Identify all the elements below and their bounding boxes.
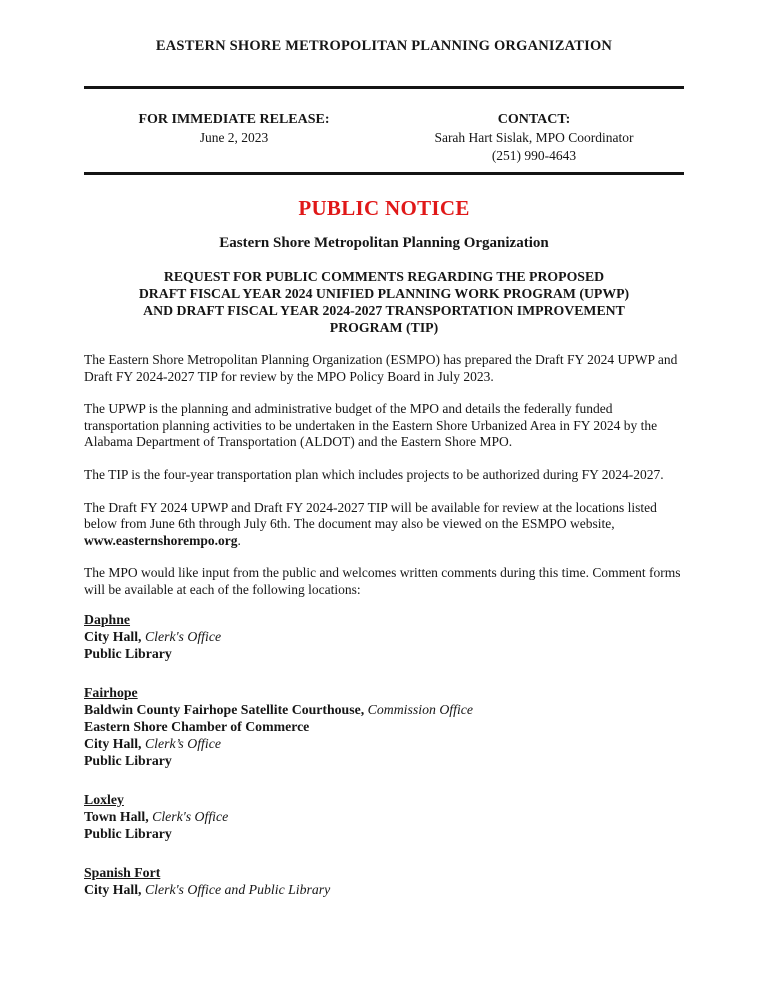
availability-period: . [237,532,241,548]
org-subtitle: Eastern Shore Metropolitan Planning Organization [219,235,549,251]
location-section-fairhope [84,684,684,769]
divider-top [84,86,684,89]
location-entry: Town Hall, Clerk's Office [84,808,229,824]
location-entry: Public Library [84,645,172,661]
paragraph-tip: The TIP is the four-year transportation plan which includes projects to be authorized during FY 2024-2027. [84,466,664,482]
location-section-loxley [84,791,684,842]
location-entry: City Hall, Clerk’s Office [84,735,221,751]
request-heading [84,268,684,336]
release-date: June 2, 2023 [199,130,269,145]
notice-title: PUBLIC NOTICE [298,196,470,220]
location-section-spanish-fort [84,864,684,898]
org-title: EASTERN SHORE METROPOLITAN PLANNING ORGANIZATION [155,38,613,54]
request-heading-line: AND DRAFT FISCAL YEAR 2024-2027 TRANSPORTATION IMPROVEMENT [143,303,625,318]
location-city: Daphne [84,611,131,627]
release-contact-row [84,111,684,165]
location-entry: Baldwin County Fairhope Satellite Courthouse, Commission Office [84,701,474,717]
contact-phone: (251) 990-4643 [491,148,577,163]
request-heading-line: REQUEST FOR PUBLIC COMMENTS REGARDING THE PROPOSED [163,269,605,284]
release-label: FOR IMMEDIATE RELEASE: [138,112,330,127]
divider-bottom [84,172,684,175]
request-heading-line: PROGRAM (TIP) [329,320,439,335]
location-entry: City Hall, Clerk's Office [84,628,222,644]
location-city: Fairhope [84,684,138,700]
contact-name: Sarah Hart Sislak, MPO Coordinator [434,130,634,145]
location-entry: Public Library [84,752,172,768]
location-entry: Public Library [84,825,172,841]
availability-text: The Draft FY 2024 UPWP and Draft FY 2024-2027 TIP will be available for review at the locations listed below from June 6th through July 6th. The document may also be viewed on the ESMPO website, [84,499,657,532]
paragraph-upwp: The UPWP is the planning and administrative budget of the MPO and details the federally funded transportation planning activities to be undertaken in the Eastern Shore Urbanized Area in FY 2024 by the Alabama Department of Transportation (ALDOT) and the Eastern Shore MPO. [84,401,658,450]
request-heading-line: DRAFT FISCAL YEAR 2024 UNIFIED PLANNING WORK PROGRAM (UPWP) [138,286,630,301]
website-text: www.easternshorempo.org [84,532,238,548]
contact-label: CONTACT: [497,112,571,127]
location-city: Spanish Fort [84,864,161,880]
paragraph-availability [84,500,684,550]
location-city: Loxley [84,791,124,807]
release-block [84,111,384,165]
location-entry: Eastern Shore Chamber of Commerce [84,718,310,734]
paragraph-comments: The MPO would like input from the public and welcomes written comments during this time. Comment forms will be available at each of the following locations: [84,565,681,597]
paragraph-prepared: The Eastern Shore Metropolitan Planning Organization (ESMPO) has prepared the Draft FY 2024 UPWP and Draft FY 2024-2027 TIP for review by the MPO Policy Board in July 2023. [84,352,678,384]
location-section-daphne [84,611,684,662]
location-entry: City Hall, Clerk's Office and Public Library [84,881,331,897]
contact-block [384,111,684,165]
